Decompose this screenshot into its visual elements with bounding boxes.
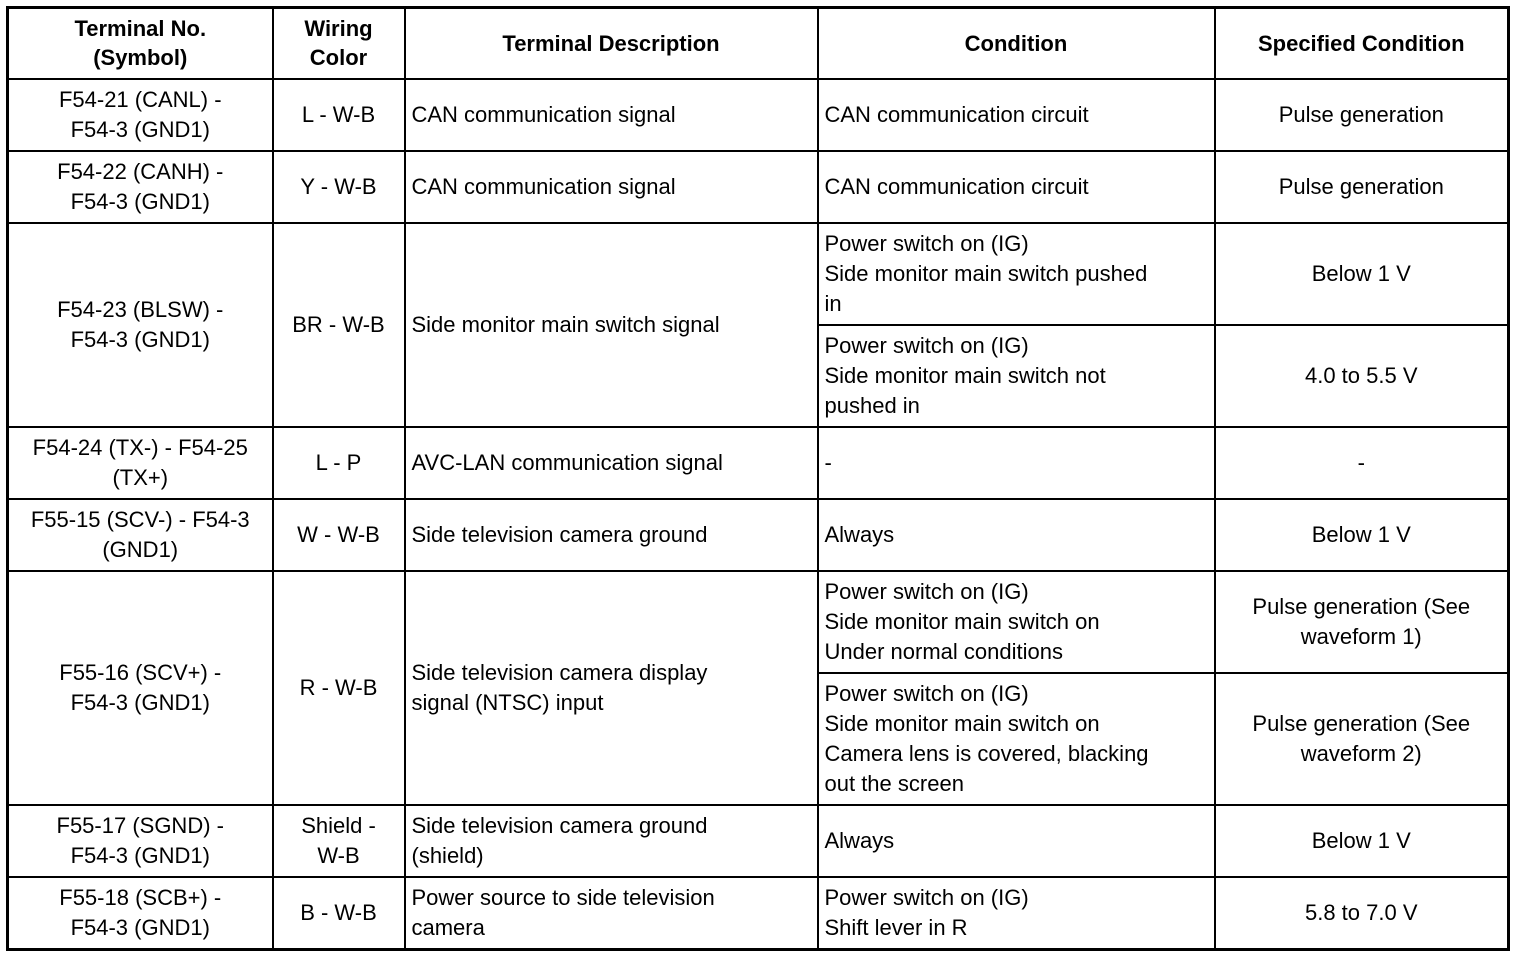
- terminal-spec-table: [6, 6, 1510, 951]
- table-row: [8, 877, 1509, 949]
- table-row: [8, 571, 1509, 673]
- wiring-cell: W - W-B: [273, 499, 405, 571]
- specified-cell: Pulse generation (See waveform 2): [1215, 673, 1509, 805]
- terminal-cell: F54-21 (CANL) - F54-3 (GND1): [8, 79, 273, 151]
- wiring-cell: Y - W-B: [273, 151, 405, 223]
- condition-cell: CAN communication circuit: [818, 151, 1215, 223]
- specified-cell: Pulse generation (See waveform 1): [1215, 571, 1509, 673]
- specified-cell: Below 1 V: [1215, 499, 1509, 571]
- terminal-cell: F55-16 (SCV+) - F54-3 (GND1): [8, 571, 273, 805]
- header-description: Terminal Description: [405, 8, 818, 79]
- table-row: [8, 223, 1509, 325]
- specified-cell: Below 1 V: [1215, 805, 1509, 877]
- condition-cell: Always: [818, 499, 1215, 571]
- wiring-cell: R - W-B: [273, 571, 405, 805]
- terminal-cell: F55-18 (SCB+) - F54-3 (GND1): [8, 877, 273, 949]
- description-cell: CAN communication signal: [405, 151, 818, 223]
- description-cell: AVC-LAN communication signal: [405, 427, 818, 499]
- header-condition: Condition: [818, 8, 1215, 79]
- description-cell: Side monitor main switch signal: [405, 223, 818, 427]
- terminal-cell: F54-23 (BLSW) - F54-3 (GND1): [8, 223, 273, 427]
- condition-cell: Power switch on (IG) Side monitor main switch not pushed in: [818, 325, 1215, 427]
- header-specified-condition: Specified Condition: [1215, 8, 1509, 79]
- table-row: [8, 499, 1509, 571]
- specified-cell: -: [1215, 427, 1509, 499]
- specified-cell: 5.8 to 7.0 V: [1215, 877, 1509, 949]
- wiring-cell: Shield - W-B: [273, 805, 405, 877]
- terminal-cell: F54-22 (CANH) - F54-3 (GND1): [8, 151, 273, 223]
- wiring-cell: L - W-B: [273, 79, 405, 151]
- description-cell: Power source to side television camera: [405, 877, 818, 949]
- terminal-cell: F55-17 (SGND) - F54-3 (GND1): [8, 805, 273, 877]
- table-row: [8, 79, 1509, 151]
- specified-cell: Pulse generation: [1215, 151, 1509, 223]
- wiring-cell: BR - W-B: [273, 223, 405, 427]
- condition-cell: Power switch on (IG) Side monitor main switch on Camera lens is covered, blacking out the screen: [818, 673, 1215, 805]
- condition-cell: -: [818, 427, 1215, 499]
- description-cell: Side television camera ground: [405, 499, 818, 571]
- table-row: [8, 427, 1509, 499]
- wiring-cell: B - W-B: [273, 877, 405, 949]
- header-row: [8, 8, 1509, 79]
- description-cell: Side television camera ground (shield): [405, 805, 818, 877]
- table-row: [8, 805, 1509, 877]
- terminal-cell: F55-15 (SCV-) - F54-3 (GND1): [8, 499, 273, 571]
- specified-cell: Pulse generation: [1215, 79, 1509, 151]
- header-terminal: Terminal No. (Symbol): [8, 8, 273, 79]
- description-cell: CAN communication signal: [405, 79, 818, 151]
- table-row: [8, 151, 1509, 223]
- condition-cell: Power switch on (IG) Side monitor main switch on Under normal conditions: [818, 571, 1215, 673]
- header-wiring-color: Wiring Color: [273, 8, 405, 79]
- specified-cell: Below 1 V: [1215, 223, 1509, 325]
- condition-cell: Always: [818, 805, 1215, 877]
- terminal-cell: F54-24 (TX-) - F54-25 (TX+): [8, 427, 273, 499]
- condition-cell: CAN communication circuit: [818, 79, 1215, 151]
- condition-cell: Power switch on (IG) Side monitor main switch pushed in: [818, 223, 1215, 325]
- condition-cell: Power switch on (IG) Shift lever in R: [818, 877, 1215, 949]
- description-cell: Side television camera display signal (NTSC) input: [405, 571, 818, 805]
- specified-cell: 4.0 to 5.5 V: [1215, 325, 1509, 427]
- wiring-cell: L - P: [273, 427, 405, 499]
